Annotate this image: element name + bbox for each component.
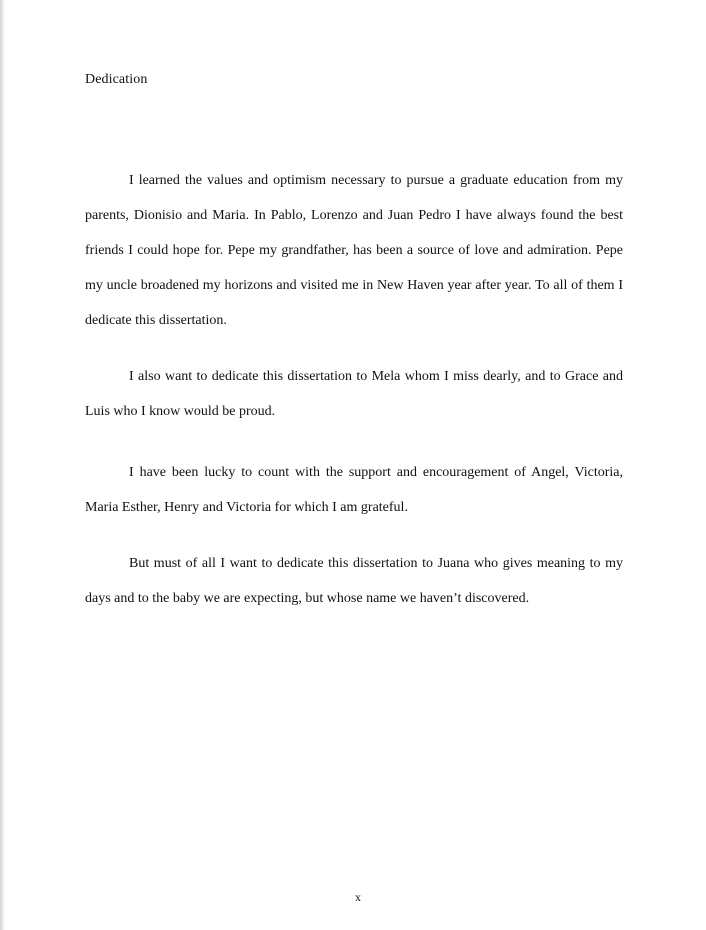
paragraph-text: I have been lucky to count with the support and encouragement of Angel, Victoria, Maria Esther, Henry and Victoria for which I am grateful. bbox=[85, 465, 623, 515]
paragraph-text: But must of all I want to dedicate this dissertation to Juana who gives meaning to my days and to the baby we are expecting, but whose name we haven’t discovered. bbox=[85, 556, 623, 606]
dedication-paragraph-4 bbox=[85, 546, 623, 616]
paragraph-text: I learned the values and optimism necessary to pursue a graduate education from my parents, Dionisio and Maria. In Pablo, Lorenzo and Juan Pedro I have always found the best friends I could hope for. Pepe my grandfather, has been a source of love and admiration. Pepe my uncle broadened my horizons and visited me in New Haven year after year. To all of them I dedicate this dissertation. bbox=[85, 173, 623, 328]
page-title: Dedication bbox=[85, 72, 148, 87]
dedication-paragraph-2 bbox=[85, 359, 623, 429]
page-number: x bbox=[355, 890, 361, 904]
paragraph-text: I also want to dedicate this dissertation to Mela whom I miss dearly, and to Grace and Luis who I know would be proud. bbox=[85, 369, 623, 419]
dedication-paragraph-3 bbox=[85, 455, 623, 525]
scan-edge-shadow bbox=[0, 0, 5, 930]
dedication-paragraph-1 bbox=[85, 163, 623, 338]
